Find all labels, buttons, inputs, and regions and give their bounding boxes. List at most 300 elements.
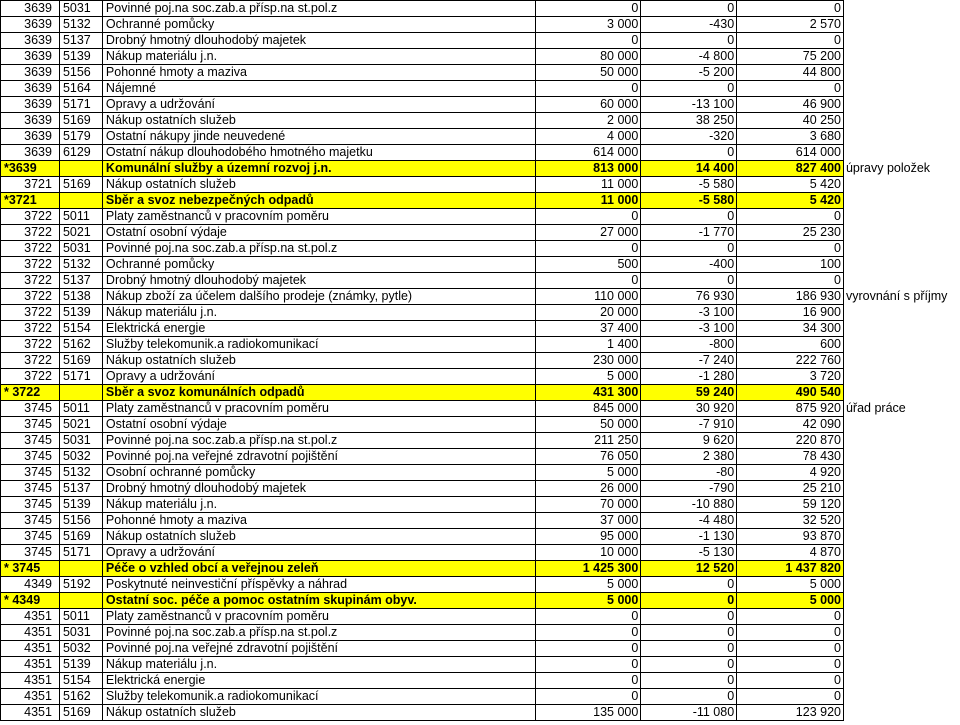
approved-budget-cell: 5 000 bbox=[535, 593, 641, 609]
adjusted-budget-cell: 875 920 bbox=[737, 401, 844, 417]
paragraph-cell: 3745 bbox=[1, 529, 60, 545]
adjusted-budget-cell: 5 000 bbox=[737, 577, 844, 593]
table-row bbox=[1, 577, 960, 593]
table-row bbox=[1, 129, 960, 145]
paragraph-cell: 3722 bbox=[1, 305, 60, 321]
adjusted-budget-cell: 186 930 bbox=[737, 289, 844, 305]
note-cell bbox=[843, 705, 959, 721]
item-code-cell: 5132 bbox=[59, 465, 102, 481]
budget-change-cell: -400 bbox=[641, 257, 737, 273]
table-row bbox=[1, 641, 960, 657]
note-cell bbox=[843, 369, 959, 385]
paragraph-cell: 3745 bbox=[1, 545, 60, 561]
item-description-cell: Sběr a svoz komunálních odpadů bbox=[102, 385, 535, 401]
adjusted-budget-cell: 40 250 bbox=[737, 113, 844, 129]
budget-change-cell: -430 bbox=[641, 17, 737, 33]
note-cell bbox=[843, 689, 959, 705]
adjusted-budget-cell: 16 900 bbox=[737, 305, 844, 321]
paragraph-cell: 3639 bbox=[1, 1, 60, 17]
note-cell bbox=[843, 545, 959, 561]
paragraph-cell: * 3722 bbox=[1, 385, 60, 401]
table-row bbox=[1, 657, 960, 673]
paragraph-cell: 3745 bbox=[1, 481, 60, 497]
budget-change-cell: -3 100 bbox=[641, 321, 737, 337]
paragraph-cell: * 4349 bbox=[1, 593, 60, 609]
note-cell bbox=[843, 273, 959, 289]
item-description-cell: Pohonné hmoty a maziva bbox=[102, 513, 535, 529]
budget-change-cell: 59 240 bbox=[641, 385, 737, 401]
adjusted-budget-cell: 3 720 bbox=[737, 369, 844, 385]
budget-change-cell: -790 bbox=[641, 481, 737, 497]
item-description-cell: Opravy a udržování bbox=[102, 369, 535, 385]
approved-budget-cell: 80 000 bbox=[535, 49, 641, 65]
adjusted-budget-cell: 0 bbox=[737, 209, 844, 225]
approved-budget-cell: 431 300 bbox=[535, 385, 641, 401]
approved-budget-cell: 230 000 bbox=[535, 353, 641, 369]
approved-budget-cell: 11 000 bbox=[535, 177, 641, 193]
item-description-cell: Ostatní osobní výdaje bbox=[102, 225, 535, 241]
budget-table-body bbox=[1, 1, 960, 721]
approved-budget-cell: 845 000 bbox=[535, 401, 641, 417]
item-code-cell: 5139 bbox=[59, 497, 102, 513]
note-cell bbox=[843, 529, 959, 545]
item-description-cell: Nájemné bbox=[102, 81, 535, 97]
table-row bbox=[1, 1, 960, 17]
item-description-cell: Nákup materiálu j.n. bbox=[102, 497, 535, 513]
item-code-cell: 5154 bbox=[59, 321, 102, 337]
table-row bbox=[1, 513, 960, 529]
adjusted-budget-cell: 4 870 bbox=[737, 545, 844, 561]
approved-budget-cell: 1 400 bbox=[535, 337, 641, 353]
table-row bbox=[1, 177, 960, 193]
table-row bbox=[1, 49, 960, 65]
budget-change-cell: -4 800 bbox=[641, 49, 737, 65]
item-code-cell: 5021 bbox=[59, 225, 102, 241]
budget-change-cell: -5 200 bbox=[641, 65, 737, 81]
budget-change-cell: -80 bbox=[641, 465, 737, 481]
budget-change-cell: 0 bbox=[641, 689, 737, 705]
budget-change-cell: -3 100 bbox=[641, 305, 737, 321]
approved-budget-cell: 20 000 bbox=[535, 305, 641, 321]
item-code-cell: 5169 bbox=[59, 113, 102, 129]
approved-budget-cell: 70 000 bbox=[535, 497, 641, 513]
adjusted-budget-cell: 0 bbox=[737, 625, 844, 641]
note-cell bbox=[843, 497, 959, 513]
adjusted-budget-cell: 42 090 bbox=[737, 417, 844, 433]
approved-budget-cell: 0 bbox=[535, 33, 641, 49]
table-row bbox=[1, 609, 960, 625]
item-description-cell: Osobní ochranné pomůcky bbox=[102, 465, 535, 481]
adjusted-budget-cell: 123 920 bbox=[737, 705, 844, 721]
item-code-cell: 5011 bbox=[59, 609, 102, 625]
approved-budget-cell: 76 050 bbox=[535, 449, 641, 465]
budget-change-cell: 30 920 bbox=[641, 401, 737, 417]
subtotal-row bbox=[1, 385, 960, 401]
note-cell bbox=[843, 321, 959, 337]
table-row bbox=[1, 81, 960, 97]
approved-budget-cell: 0 bbox=[535, 641, 641, 657]
paragraph-cell: 3722 bbox=[1, 369, 60, 385]
item-code-cell: 5171 bbox=[59, 97, 102, 113]
item-code-cell: 5164 bbox=[59, 81, 102, 97]
adjusted-budget-cell: 0 bbox=[737, 81, 844, 97]
item-code-cell: 5031 bbox=[59, 1, 102, 17]
adjusted-budget-cell: 2 570 bbox=[737, 17, 844, 33]
budget-change-cell: 0 bbox=[641, 81, 737, 97]
paragraph-cell: 3745 bbox=[1, 417, 60, 433]
table-row bbox=[1, 705, 960, 721]
item-description-cell: Nákup materiálu j.n. bbox=[102, 305, 535, 321]
item-description-cell: Drobný hmotný dlouhodobý majetek bbox=[102, 273, 535, 289]
item-code-cell: 5032 bbox=[59, 449, 102, 465]
paragraph-cell: 3722 bbox=[1, 353, 60, 369]
note-cell: úřad práce bbox=[845, 401, 906, 415]
item-code-cell: 5137 bbox=[59, 481, 102, 497]
item-description-cell: Povinné poj.na veřejné zdravotní pojištění bbox=[102, 641, 535, 657]
note-cell bbox=[843, 81, 959, 97]
item-code-cell: 5169 bbox=[59, 177, 102, 193]
table-row bbox=[1, 481, 960, 497]
item-code-cell: 5137 bbox=[59, 33, 102, 49]
item-description-cell: Elektrická energie bbox=[102, 321, 535, 337]
adjusted-budget-cell: 100 bbox=[737, 257, 844, 273]
paragraph-cell: 3722 bbox=[1, 209, 60, 225]
item-description-cell: Opravy a udržování bbox=[102, 97, 535, 113]
item-description-cell: Sběr a svoz nebezpečných odpadů bbox=[102, 193, 535, 209]
note-cell bbox=[843, 33, 959, 49]
approved-budget-cell: 11 000 bbox=[535, 193, 641, 209]
budget-change-cell: -7 240 bbox=[641, 353, 737, 369]
item-description-cell: Pohonné hmoty a maziva bbox=[102, 65, 535, 81]
item-code-cell: 5162 bbox=[59, 337, 102, 353]
item-description-cell: Opravy a udržování bbox=[102, 545, 535, 561]
paragraph-cell: 3721 bbox=[1, 177, 60, 193]
budget-change-cell: 12 520 bbox=[641, 561, 737, 577]
note-cell bbox=[843, 257, 959, 273]
adjusted-budget-cell: 46 900 bbox=[737, 97, 844, 113]
note-cell bbox=[843, 593, 959, 609]
budget-change-cell: 76 930 bbox=[641, 289, 737, 305]
item-code-cell: 5139 bbox=[59, 657, 102, 673]
budget-change-cell: -13 100 bbox=[641, 97, 737, 113]
item-description-cell: Nákup ostatních služeb bbox=[102, 529, 535, 545]
item-code-cell: 5011 bbox=[59, 401, 102, 417]
note-cell bbox=[843, 241, 959, 257]
budget-change-cell: 0 bbox=[641, 657, 737, 673]
approved-budget-cell: 27 000 bbox=[535, 225, 641, 241]
approved-budget-cell: 50 000 bbox=[535, 417, 641, 433]
approved-budget-cell: 0 bbox=[535, 81, 641, 97]
budget-change-cell: 9 620 bbox=[641, 433, 737, 449]
item-code-cell bbox=[59, 561, 102, 577]
approved-budget-cell: 95 000 bbox=[535, 529, 641, 545]
paragraph-cell: 4351 bbox=[1, 705, 60, 721]
table-row bbox=[1, 465, 960, 481]
approved-budget-cell: 614 000 bbox=[535, 145, 641, 161]
note-cell bbox=[843, 193, 959, 209]
item-description-cell: Platy zaměstnanců v pracovním poměru bbox=[102, 209, 535, 225]
adjusted-budget-cell: 0 bbox=[737, 673, 844, 689]
budget-change-cell: -1 770 bbox=[641, 225, 737, 241]
item-description-cell: Povinné poj.na veřejné zdravotní pojištění bbox=[102, 449, 535, 465]
note-cell bbox=[843, 513, 959, 529]
approved-budget-cell: 0 bbox=[535, 1, 641, 17]
paragraph-cell: * 3745 bbox=[1, 561, 60, 577]
note-cell: vyrovnání s příjmy bbox=[845, 289, 948, 303]
table-row bbox=[1, 401, 960, 417]
approved-budget-cell: 37 400 bbox=[535, 321, 641, 337]
item-code-cell: 5138 bbox=[59, 289, 102, 305]
adjusted-budget-cell: 0 bbox=[737, 33, 844, 49]
budget-change-cell: -1 130 bbox=[641, 529, 737, 545]
table-row bbox=[1, 225, 960, 241]
note-cell bbox=[843, 449, 959, 465]
table-row bbox=[1, 209, 960, 225]
item-code-cell bbox=[59, 161, 102, 177]
adjusted-budget-cell: 5 420 bbox=[737, 177, 844, 193]
item-code-cell bbox=[59, 385, 102, 401]
item-code-cell: 5139 bbox=[59, 305, 102, 321]
table-row bbox=[1, 369, 960, 385]
approved-budget-cell: 135 000 bbox=[535, 705, 641, 721]
note-cell bbox=[843, 113, 959, 129]
table-row bbox=[1, 497, 960, 513]
item-code-cell: 5169 bbox=[59, 529, 102, 545]
item-description-cell: Nákup materiálu j.n. bbox=[102, 657, 535, 673]
note-cell bbox=[843, 433, 959, 449]
approved-budget-cell: 0 bbox=[535, 609, 641, 625]
adjusted-budget-cell: 222 760 bbox=[737, 353, 844, 369]
item-code-cell: 5162 bbox=[59, 689, 102, 705]
subtotal-row bbox=[1, 193, 960, 209]
paragraph-cell: 3722 bbox=[1, 273, 60, 289]
paragraph-cell: 4349 bbox=[1, 577, 60, 593]
note-cell bbox=[843, 177, 959, 193]
paragraph-cell: 4351 bbox=[1, 609, 60, 625]
item-code-cell: 5132 bbox=[59, 257, 102, 273]
item-description-cell: Poskytnuté neinvestiční příspěvky a náhrad bbox=[102, 577, 535, 593]
item-code-cell: 5179 bbox=[59, 129, 102, 145]
adjusted-budget-cell: 78 430 bbox=[737, 449, 844, 465]
paragraph-cell: 3745 bbox=[1, 449, 60, 465]
adjusted-budget-cell: 1 437 820 bbox=[737, 561, 844, 577]
paragraph-cell: 3639 bbox=[1, 33, 60, 49]
item-code-cell: 5154 bbox=[59, 673, 102, 689]
adjusted-budget-cell: 827 400 bbox=[737, 161, 844, 177]
paragraph-cell: 3639 bbox=[1, 145, 60, 161]
note-cell bbox=[843, 385, 959, 401]
table-row bbox=[1, 305, 960, 321]
paragraph-cell: 3639 bbox=[1, 81, 60, 97]
adjusted-budget-cell: 490 540 bbox=[737, 385, 844, 401]
approved-budget-cell: 1 425 300 bbox=[535, 561, 641, 577]
approved-budget-cell: 0 bbox=[535, 689, 641, 705]
item-description-cell: Ostatní osobní výdaje bbox=[102, 417, 535, 433]
paragraph-cell: 3722 bbox=[1, 337, 60, 353]
adjusted-budget-cell: 0 bbox=[737, 689, 844, 705]
table-row bbox=[1, 673, 960, 689]
budget-change-cell: 0 bbox=[641, 609, 737, 625]
approved-budget-cell: 3 000 bbox=[535, 17, 641, 33]
note-cell bbox=[843, 305, 959, 321]
item-code-cell: 5169 bbox=[59, 705, 102, 721]
item-description-cell: Ostatní soc. péče a pomoc ostatním skupinám obyv. bbox=[102, 593, 535, 609]
adjusted-budget-cell: 600 bbox=[737, 337, 844, 353]
budget-change-cell: -320 bbox=[641, 129, 737, 145]
item-code-cell: 5031 bbox=[59, 433, 102, 449]
table-row bbox=[1, 17, 960, 33]
paragraph-cell: 4351 bbox=[1, 625, 60, 641]
table-row bbox=[1, 289, 960, 305]
adjusted-budget-cell: 75 200 bbox=[737, 49, 844, 65]
table-row bbox=[1, 33, 960, 49]
item-description-cell: Povinné poj.na soc.zab.a přísp.na st.pol.z bbox=[102, 241, 535, 257]
approved-budget-cell: 10 000 bbox=[535, 545, 641, 561]
approved-budget-cell: 0 bbox=[535, 657, 641, 673]
item-description-cell: Nákup ostatních služeb bbox=[102, 177, 535, 193]
approved-budget-cell: 37 000 bbox=[535, 513, 641, 529]
item-code-cell: 5156 bbox=[59, 513, 102, 529]
paragraph-cell: 3639 bbox=[1, 49, 60, 65]
item-description-cell: Drobný hmotný dlouhodobý majetek bbox=[102, 481, 535, 497]
item-code-cell: 5171 bbox=[59, 545, 102, 561]
item-code-cell: 5021 bbox=[59, 417, 102, 433]
budget-change-cell: -7 910 bbox=[641, 417, 737, 433]
adjusted-budget-cell: 4 920 bbox=[737, 465, 844, 481]
note-cell bbox=[843, 577, 959, 593]
table-row bbox=[1, 433, 960, 449]
item-description-cell: Nákup ostatních služeb bbox=[102, 705, 535, 721]
approved-budget-cell: 4 000 bbox=[535, 129, 641, 145]
item-description-cell: Platy zaměstnanců v pracovním poměru bbox=[102, 609, 535, 625]
item-description-cell: Služby telekomunik.a radiokomunikací bbox=[102, 689, 535, 705]
budget-change-cell: 0 bbox=[641, 209, 737, 225]
item-description-cell: Ostatní nákupy jinde neuvedené bbox=[102, 129, 535, 145]
paragraph-cell: 3745 bbox=[1, 497, 60, 513]
budget-change-cell: -5 130 bbox=[641, 545, 737, 561]
item-code-cell: 5132 bbox=[59, 17, 102, 33]
paragraph-cell: 3639 bbox=[1, 17, 60, 33]
item-description-cell: Nákup ostatních služeb bbox=[102, 353, 535, 369]
paragraph-cell: 3745 bbox=[1, 401, 60, 417]
table-row bbox=[1, 321, 960, 337]
paragraph-cell: 3722 bbox=[1, 241, 60, 257]
item-description-cell: Péče o vzhled obcí a veřejnou zeleň bbox=[102, 561, 535, 577]
budget-change-cell: 0 bbox=[641, 641, 737, 657]
table-row bbox=[1, 417, 960, 433]
item-code-cell: 5011 bbox=[59, 209, 102, 225]
item-code-cell: 5156 bbox=[59, 65, 102, 81]
budget-change-cell: -10 880 bbox=[641, 497, 737, 513]
note-cell bbox=[843, 561, 959, 577]
paragraph-cell: 3722 bbox=[1, 225, 60, 241]
paragraph-cell: 3639 bbox=[1, 65, 60, 81]
item-code-cell bbox=[59, 193, 102, 209]
paragraph-cell: 3722 bbox=[1, 321, 60, 337]
adjusted-budget-cell: 44 800 bbox=[737, 65, 844, 81]
approved-budget-cell: 211 250 bbox=[535, 433, 641, 449]
adjusted-budget-cell: 0 bbox=[737, 657, 844, 673]
note-cell bbox=[843, 625, 959, 641]
item-description-cell: Služby telekomunik.a radiokomunikací bbox=[102, 337, 535, 353]
table-row bbox=[1, 273, 960, 289]
adjusted-budget-cell: 0 bbox=[737, 1, 844, 17]
table-row bbox=[1, 449, 960, 465]
adjusted-budget-cell: 614 000 bbox=[737, 145, 844, 161]
note-cell bbox=[843, 145, 959, 161]
paragraph-cell: *3721 bbox=[1, 193, 60, 209]
approved-budget-cell: 0 bbox=[535, 241, 641, 257]
adjusted-budget-cell: 0 bbox=[737, 241, 844, 257]
approved-budget-cell: 813 000 bbox=[535, 161, 641, 177]
table-row bbox=[1, 529, 960, 545]
table-row bbox=[1, 689, 960, 705]
budget-change-cell: 14 400 bbox=[641, 161, 737, 177]
paragraph-cell: 3722 bbox=[1, 289, 60, 305]
adjusted-budget-cell: 5 000 bbox=[737, 593, 844, 609]
item-description-cell: Povinné poj.na soc.zab.a přísp.na st.pol.z bbox=[102, 433, 535, 449]
note-cell bbox=[843, 417, 959, 433]
approved-budget-cell: 5 000 bbox=[535, 465, 641, 481]
note-cell bbox=[843, 657, 959, 673]
budget-change-cell: 0 bbox=[641, 273, 737, 289]
note-cell bbox=[843, 481, 959, 497]
approved-budget-cell: 26 000 bbox=[535, 481, 641, 497]
budget-change-cell: 0 bbox=[641, 145, 737, 161]
budget-change-cell: -800 bbox=[641, 337, 737, 353]
budget-change-cell: 38 250 bbox=[641, 113, 737, 129]
adjusted-budget-cell: 0 bbox=[737, 641, 844, 657]
table-row bbox=[1, 145, 960, 161]
paragraph-cell: 4351 bbox=[1, 641, 60, 657]
table-row bbox=[1, 65, 960, 81]
budget-change-cell: 0 bbox=[641, 1, 737, 17]
budget-change-cell: 0 bbox=[641, 625, 737, 641]
note-cell: úpravy položek bbox=[845, 161, 931, 175]
item-description-cell: Nákup zboží za účelem dalšího prodeje (známky, pytle) bbox=[102, 289, 535, 305]
table-row bbox=[1, 241, 960, 257]
adjusted-budget-cell: 25 230 bbox=[737, 225, 844, 241]
approved-budget-cell: 110 000 bbox=[535, 289, 641, 305]
item-description-cell: Drobný hmotný dlouhodobý majetek bbox=[102, 33, 535, 49]
item-description-cell: Komunální služby a územní rozvoj j.n. bbox=[102, 161, 535, 177]
note-cell bbox=[843, 609, 959, 625]
note-cell bbox=[843, 1, 959, 17]
approved-budget-cell: 500 bbox=[535, 257, 641, 273]
item-code-cell: 5032 bbox=[59, 641, 102, 657]
adjusted-budget-cell: 34 300 bbox=[737, 321, 844, 337]
note-cell bbox=[843, 353, 959, 369]
item-description-cell: Povinné poj.na soc.zab.a přísp.na st.pol.z bbox=[102, 625, 535, 641]
paragraph-cell: 4351 bbox=[1, 673, 60, 689]
item-description-cell: Nákup materiálu j.n. bbox=[102, 49, 535, 65]
adjusted-budget-cell: 3 680 bbox=[737, 129, 844, 145]
budget-change-cell: -5 580 bbox=[641, 177, 737, 193]
subtotal-row bbox=[1, 161, 960, 177]
budget-change-cell: -5 580 bbox=[641, 193, 737, 209]
adjusted-budget-cell: 93 870 bbox=[737, 529, 844, 545]
paragraph-cell: 3722 bbox=[1, 257, 60, 273]
approved-budget-cell: 0 bbox=[535, 273, 641, 289]
table-row bbox=[1, 337, 960, 353]
item-description-cell: Povinné poj.na soc.zab.a přísp.na st.pol.z bbox=[102, 1, 535, 17]
budget-change-cell: 2 380 bbox=[641, 449, 737, 465]
paragraph-cell: 4351 bbox=[1, 689, 60, 705]
item-code-cell: 6129 bbox=[59, 145, 102, 161]
note-cell bbox=[843, 209, 959, 225]
adjusted-budget-cell: 0 bbox=[737, 609, 844, 625]
approved-budget-cell: 5 000 bbox=[535, 577, 641, 593]
